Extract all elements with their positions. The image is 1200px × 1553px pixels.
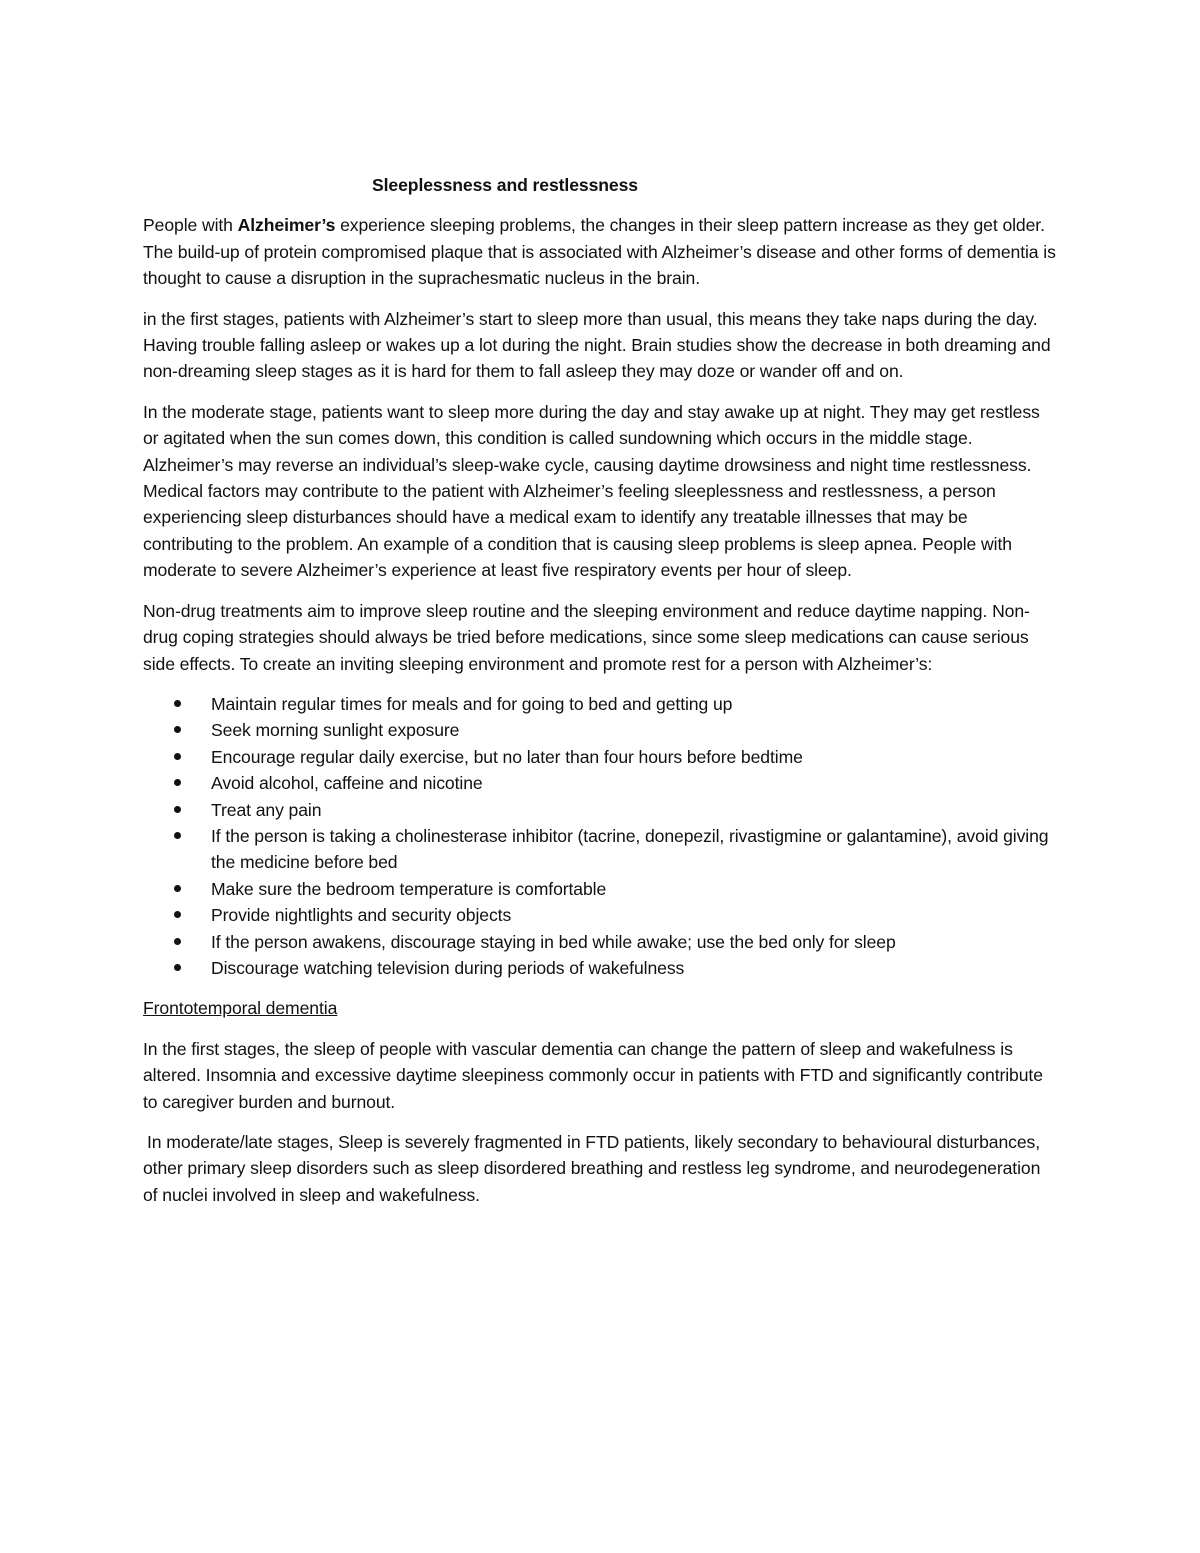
bullet-icon bbox=[174, 726, 181, 733]
bullet-icon bbox=[174, 700, 181, 707]
bullet-text: Make sure the bedroom temperature is comfortable bbox=[211, 878, 607, 899]
tips-bullet-list bbox=[143, 691, 1058, 981]
bullet-icon bbox=[174, 832, 181, 839]
bullet-text: Seek morning sunlight exposure bbox=[211, 720, 460, 741]
bullet-list-item bbox=[143, 744, 1058, 770]
bullet-icon bbox=[174, 964, 181, 971]
ftd-first-stages-paragraph: In the first stages, the sleep of people with vascular dementia can change the pattern of sleep and wakefulness is altered. Insomnia and excessive daytime sleepiness commonly occur in patients with FTD and significantly contribute to caregiver burden and burnout. bbox=[143, 1038, 1043, 1112]
bullet-text: If the person is taking a cholinesterase inhibitor (tacrine, donepezil, rivastigmine or galantamine), avoid giving the medicine before bed bbox=[211, 825, 1049, 873]
bullet-list-item bbox=[143, 823, 1058, 876]
bullet-text: Treat any pain bbox=[211, 799, 322, 820]
frontotemporal-dementia-heading: Frontotemporal dementia bbox=[143, 998, 338, 1019]
bullet-icon bbox=[174, 779, 181, 786]
bullet-icon bbox=[174, 885, 181, 892]
ftd-moderate-late-paragraph: In moderate/late stages, Sleep is severely fragmented in FTD patients, likely secondary to behavioural disturbances, other primary sleep disorders such as sleep disordered breathing and restless leg syndrome, and neurodegeneration of nuclei involved in sleep and wakefulness. bbox=[143, 1132, 1041, 1205]
bullet-list-item bbox=[143, 929, 1058, 955]
bullet-text: If the person awakens, discourage staying in bed while awake; use the bed only for sleep bbox=[211, 931, 896, 952]
document-content bbox=[143, 172, 1058, 1222]
non-drug-treatments-paragraph: Non-drug treatments aim to improve sleep routine and the sleeping environment and reduce daytime napping. Non-drug coping strategies should always be tried before medications, since some sleep medications can cause serious side effects. To create an inviting sleeping environment and promote rest for a person with Alzheimer’s: bbox=[143, 600, 1030, 674]
first-stages-paragraph: in the first stages, patients with Alzheimer’s start to sleep more than usual, this means they take naps during the day. Having trouble falling asleep or wakes up a lot during the night. Brain studies show the decrease in both dreaming and non-dreaming sleep stages as it is hard for them to fall asleep they may doze or wander off and on. bbox=[143, 308, 1051, 382]
bullet-text: Avoid alcohol, caffeine and nicotine bbox=[211, 773, 483, 794]
bullet-icon bbox=[174, 911, 181, 918]
bullet-text: Maintain regular times for meals and for going to bed and getting up bbox=[211, 693, 733, 714]
bullet-text: Provide nightlights and security objects bbox=[211, 905, 512, 926]
bullet-icon bbox=[174, 806, 181, 813]
bullet-icon bbox=[174, 753, 181, 760]
bullet-list-item bbox=[143, 717, 1058, 743]
bullet-list-item bbox=[143, 876, 1058, 902]
bullet-text: Discourage watching television during periods of wakefulness bbox=[211, 957, 685, 978]
moderate-stage-paragraph: In the moderate stage, patients want to sleep more during the day and stay awake up at night. They may get restless or agitated when the sun comes down, this condition is called sundowning which occurs in the middle stage. Alzheimer’s may reverse an individual’s sleep-wake cycle, causing daytime drowsiness and night time restlessness. Medical factors may contribute to the patient with Alzheimer’s feeling sleeplessness and restlessness, a person experiencing sleep disturbances should have a medical exam to identify any treatable illnesses that may be contributing to the problem. An example of a condition that is causing sleep problems is sleep apnea. People with moderate to severe Alzheimer’s experience at least five respiratory events per hour of sleep. bbox=[143, 401, 1040, 581]
bullet-icon bbox=[174, 938, 181, 945]
document-title: Sleeplessness and restlessness bbox=[372, 175, 638, 195]
intro-paragraph bbox=[143, 212, 1058, 291]
intro-text-start: People with bbox=[143, 215, 238, 236]
bullet-list-item bbox=[143, 797, 1058, 823]
bullet-list-item bbox=[143, 691, 1058, 717]
bullet-list-item bbox=[143, 955, 1058, 981]
intro-text-end: experience sleeping problems, the changes in their sleep pattern increase as they get older. The build-up of protein compromised plaque that is associated with Alzheimer’s disease and other forms of dementia is thought to cause a disruption in the suprachesmatic nucleus in the brain. bbox=[143, 215, 1056, 289]
bullet-list-item bbox=[143, 902, 1058, 928]
bullet-text: Encourage regular daily exercise, but no later than four hours before bedtime bbox=[211, 746, 803, 767]
intro-bold-term: Alzheimer’s bbox=[237, 215, 336, 236]
bullet-list-item bbox=[143, 770, 1058, 796]
